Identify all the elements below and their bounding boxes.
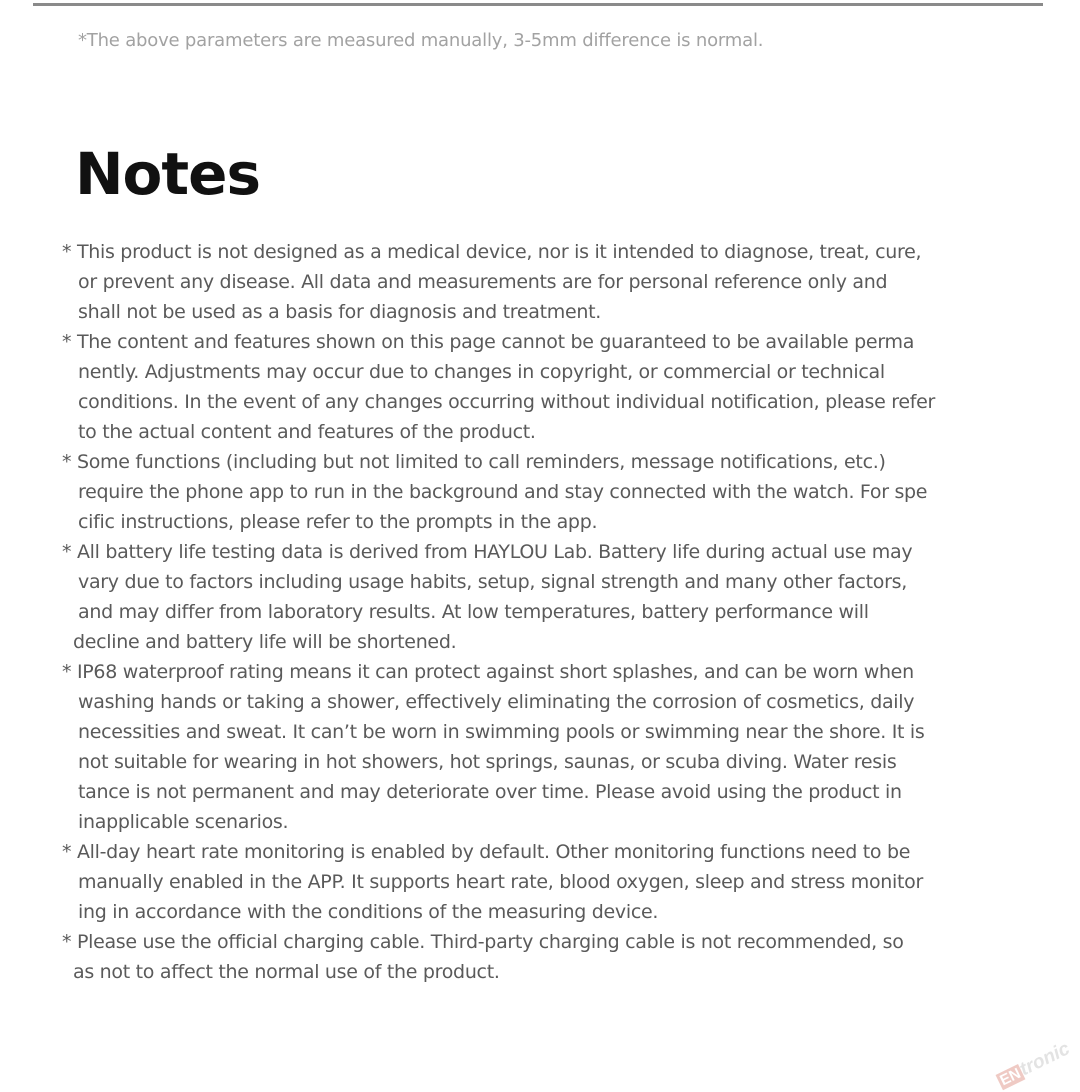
note-item-waterproof xyxy=(62,657,1002,837)
note-line: decline and battery life will be shortened. xyxy=(73,631,457,653)
measurement-disclaimer: *The above parameters are measured manually, 3-5mm difference is normal. xyxy=(78,30,764,51)
note-item-charging-cable xyxy=(62,927,1002,987)
note-line: tance is not permanent and may deteriorate over time. Please avoid using the product in xyxy=(78,781,902,803)
note-line: necessities and sweat. It can’t be worn in swimming pools or swimming near the shore. It is xyxy=(78,721,925,743)
note-item-content-availability xyxy=(62,327,1002,447)
note-line: * All-day heart rate monitoring is enabled by default. Other monitoring functions need to be xyxy=(62,841,911,863)
note-line: or prevent any disease. All data and measurements are for personal reference only and xyxy=(78,271,888,293)
note-line: shall not be used as a basis for diagnosis and treatment. xyxy=(78,301,601,323)
note-line: * IP68 waterproof rating means it can protect against short splashes, and can be worn when xyxy=(62,661,914,683)
top-divider xyxy=(33,3,1043,6)
note-item-battery-life xyxy=(62,537,1002,657)
note-line: * Some functions (including but not limited to call reminders, message notifications, etc.) xyxy=(62,451,886,473)
note-line: washing hands or taking a shower, effectively eliminating the corrosion of cosmetics, daily xyxy=(78,691,915,713)
note-line: require the phone app to run in the background and stay connected with the watch. For spe xyxy=(78,481,928,503)
note-item-heart-rate xyxy=(62,837,1002,927)
watermark-logo-text: tronic xyxy=(1016,1038,1074,1081)
note-line: conditions. In the event of any changes occurring without individual notification, please refer xyxy=(78,391,936,413)
note-line: * All battery life testing data is derived from HAYLOU Lab. Battery life during actual use may xyxy=(62,541,913,563)
note-line: inapplicable scenarios. xyxy=(78,811,289,833)
note-item-app-background xyxy=(62,447,1002,537)
note-line: nently. Adjustments may occur due to changes in copyright, or commercial or technical xyxy=(78,361,885,383)
note-line: and may differ from laboratory results. At low temperatures, battery performance will xyxy=(78,601,869,623)
note-line: * The content and features shown on this page cannot be guaranteed to be available perma xyxy=(62,331,915,353)
note-line: as not to affect the normal use of the product. xyxy=(73,961,500,983)
note-line: not suitable for wearing in hot showers, hot springs, saunas, or scuba diving. Water resis xyxy=(78,751,897,773)
note-item-medical xyxy=(62,237,1002,327)
note-line: cific instructions, please refer to the prompts in the app. xyxy=(78,511,598,533)
brand-watermark xyxy=(995,1038,1074,1092)
note-line: to the actual content and features of the product. xyxy=(78,421,536,443)
note-line: ing in accordance with the conditions of the measuring device. xyxy=(78,901,659,923)
note-line: manually enabled in the APP. It supports heart rate, blood oxygen, sleep and stress monitor xyxy=(78,871,924,893)
watermark-logo-mark: EN xyxy=(997,1064,1024,1090)
note-line: vary due to factors including usage habits, setup, signal strength and many other factors, xyxy=(78,571,907,593)
note-line: * Please use the official charging cable. Third-party charging cable is not recommended, so xyxy=(62,931,904,953)
notes-heading: Notes xyxy=(75,140,260,208)
notes-list xyxy=(62,237,1002,987)
note-line: * This product is not designed as a medical device, nor is it intended to diagnose, treat, cure, xyxy=(62,241,922,263)
